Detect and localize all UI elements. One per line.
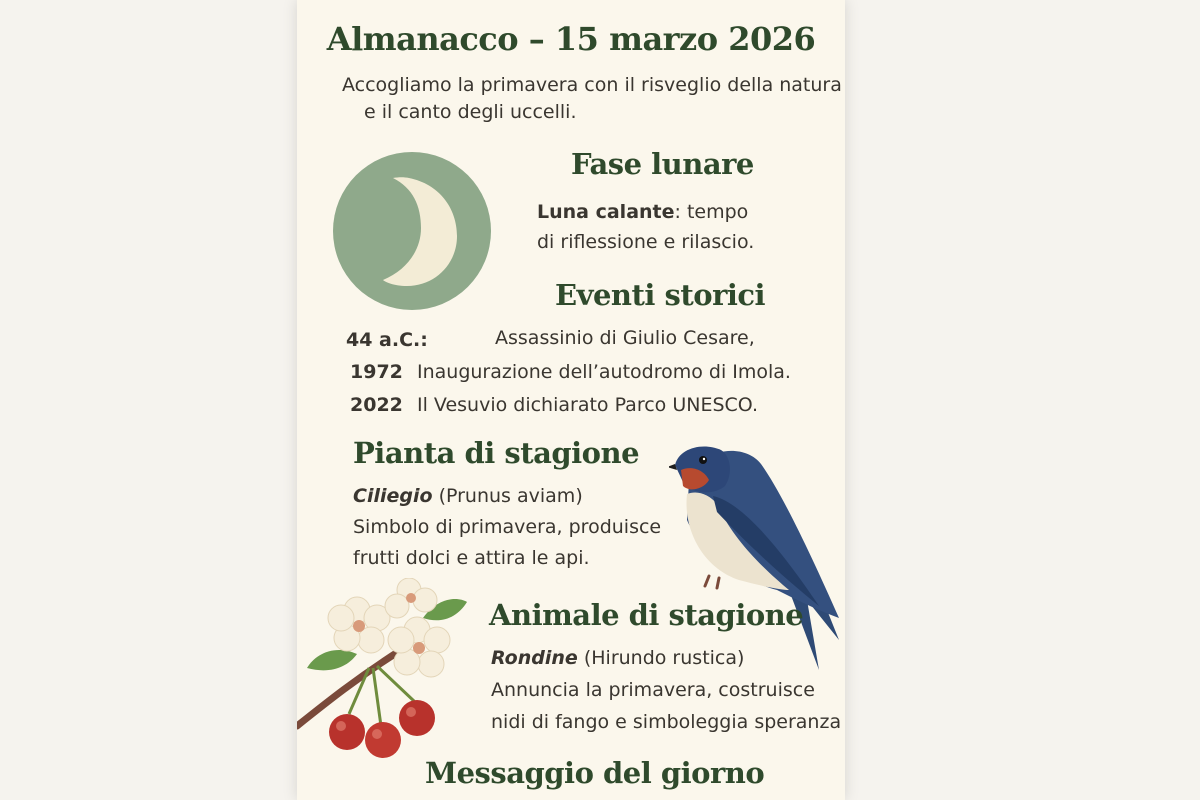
plant-desc-line-2: frutti dolci e attira le api. [353, 547, 590, 569]
plant-heading: Pianta di stagione [353, 436, 640, 470]
intro-line-2: e il canto degli uccelli. [364, 101, 577, 123]
cherry-blossom-icon [297, 578, 472, 763]
moon-desc-suffix: : tempo [674, 201, 749, 223]
moon-phase-name: Luna calante [537, 201, 675, 223]
event-year-2: 1972 [350, 361, 403, 383]
plant-desc-line-1: Simbolo di primavera, produisce [353, 516, 662, 538]
plant-latin: (Prunus aviam) [432, 485, 583, 507]
event-year-3: 2022 [350, 394, 403, 416]
animal-heading: Animale di stagione [489, 598, 804, 632]
animal-name-line [491, 647, 744, 669]
event-text-1: Assassinio di Giulio Cesare, [495, 327, 755, 349]
message-heading: Messaggio del giorno [425, 756, 765, 790]
event-text-3: Il Vesuvio dichiarato Parco UNESCO. [417, 394, 759, 416]
animal-name: Rondine [491, 647, 578, 669]
plant-name: Ciliegio [353, 485, 433, 507]
event-text-2: Inaugurazione dell’autodromo di Imola. [417, 361, 791, 383]
animal-latin: (Hirundo rustica) [577, 647, 745, 669]
event-year-1: 44 a.C.: [346, 329, 428, 351]
waning-moon-icon [333, 152, 491, 310]
history-heading: Eventi storici [555, 278, 766, 312]
animal-desc-line-1: Annuncia la primavera, costruisce [491, 679, 815, 701]
plant-name-line [353, 485, 583, 507]
swallow-bird-icon [669, 440, 845, 680]
almanac-card [297, 0, 845, 800]
moon-heading: Fase lunare [571, 147, 754, 181]
page-title: Almanacco – 15 marzo 2026 [326, 20, 816, 58]
animal-desc-line-2: nidi di fango e simboleggia speranza [491, 711, 842, 733]
moon-desc-line-1 [537, 201, 748, 223]
moon-desc-line-2: di riflessione e rilascio. [537, 231, 755, 253]
intro-line-1: Accogliamo la primavera con il risveglio della natura [342, 74, 842, 96]
